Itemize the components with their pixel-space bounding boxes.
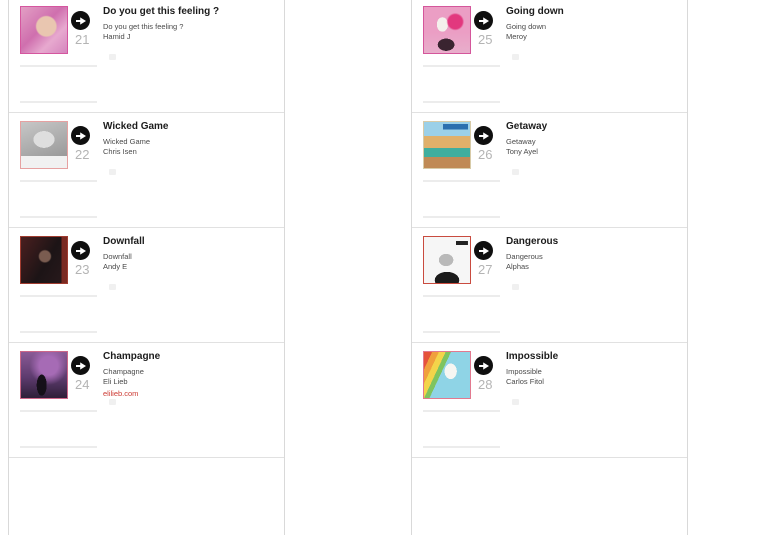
- album-art[interactable]: [423, 121, 471, 169]
- track-meta: [506, 6, 678, 41]
- play-button[interactable]: [474, 241, 493, 260]
- rank-number: 28: [478, 377, 493, 392]
- track-title[interactable]: Dangerous: [506, 236, 559, 247]
- placeholder-line: [20, 410, 97, 412]
- track-subtitle: Do you get this feeling ?: [103, 22, 184, 31]
- track-title[interactable]: Getaway: [506, 121, 548, 132]
- track-title[interactable]: Impossible: [506, 351, 559, 362]
- play-arrow-icon: [76, 246, 86, 256]
- track-meta: [506, 351, 678, 386]
- chart-column-left: [8, 0, 285, 535]
- track-title[interactable]: Downfall: [103, 236, 145, 247]
- placeholder-line: [423, 446, 500, 448]
- play-button[interactable]: [474, 356, 493, 375]
- placeholder-line: [20, 295, 97, 297]
- placeholder-line: [423, 65, 500, 67]
- rank-number: 24: [75, 377, 90, 392]
- play-arrow-icon: [479, 361, 489, 371]
- placeholder-line: [20, 180, 97, 182]
- placeholder-line: [20, 331, 97, 333]
- album-art[interactable]: [20, 351, 68, 399]
- play-arrow-icon: [479, 131, 489, 141]
- chart-entry: [412, 228, 687, 343]
- artist-name: Hamid J: [103, 31, 131, 41]
- track-meta: [103, 351, 275, 399]
- artist-name: Meroy: [506, 31, 527, 41]
- play-button[interactable]: [71, 126, 90, 145]
- track-meta: [103, 236, 275, 271]
- rank-number: 26: [478, 147, 493, 162]
- artist-name: Eli Lieb: [103, 376, 128, 386]
- track-title[interactable]: Going down: [506, 6, 564, 17]
- placeholder-mark: [512, 284, 519, 290]
- placeholder-line: [423, 410, 500, 412]
- placeholder-line: [423, 101, 500, 103]
- chart-column-right: [411, 0, 688, 535]
- track-subtitle: Dangerous: [506, 252, 543, 261]
- track-subtitle: Champagne: [103, 367, 144, 376]
- chart-entry: [9, 343, 284, 458]
- placeholder-line: [20, 101, 97, 103]
- play-button[interactable]: [474, 11, 493, 30]
- placeholder-mark: [512, 169, 519, 175]
- album-art[interactable]: [20, 121, 68, 169]
- rank-number: 27: [478, 262, 493, 277]
- placeholder-line: [20, 65, 97, 67]
- track-subtitle: Impossible: [506, 367, 542, 376]
- placeholder-mark: [109, 399, 116, 405]
- chart-entry: [9, 113, 284, 228]
- rank-number: 21: [75, 32, 90, 47]
- track-subtitle: Downfall: [103, 252, 132, 261]
- track-subtitle: Wicked Game: [103, 137, 151, 146]
- album-art[interactable]: [20, 6, 68, 54]
- track-subtitle: Getaway: [506, 137, 536, 146]
- play-button[interactable]: [71, 241, 90, 260]
- track-meta: [103, 121, 275, 156]
- rank-number: 23: [75, 262, 90, 277]
- play-arrow-icon: [479, 16, 489, 26]
- placeholder-line: [20, 216, 97, 218]
- artist-name: Alphas: [506, 261, 529, 271]
- artist-website-link[interactable]: elilieb.com: [103, 389, 139, 398]
- rank-number: 25: [478, 32, 493, 47]
- track-subtitle: Going down: [506, 22, 547, 31]
- play-button[interactable]: [71, 356, 90, 375]
- track-meta: [103, 6, 275, 41]
- track-meta: [506, 236, 678, 271]
- placeholder-mark: [109, 284, 116, 290]
- artist-name: Andy E: [103, 261, 128, 271]
- play-button[interactable]: [71, 11, 90, 30]
- placeholder-mark: [512, 399, 519, 405]
- rank-number: 22: [75, 147, 90, 162]
- placeholder-line: [423, 216, 500, 218]
- chart-entry: [412, 0, 687, 113]
- chart-entry: [412, 343, 687, 458]
- play-arrow-icon: [76, 361, 86, 371]
- chart-entry: [9, 228, 284, 343]
- placeholder-line: [423, 331, 500, 333]
- play-arrow-icon: [479, 246, 489, 256]
- album-art[interactable]: [20, 236, 68, 284]
- placeholder-line: [20, 446, 97, 448]
- artist-name: Tony Ayel: [506, 146, 538, 156]
- chart-entry: [412, 113, 687, 228]
- track-title[interactable]: Wicked Game: [103, 121, 169, 132]
- track-title[interactable]: Champagne: [103, 351, 161, 362]
- chart-entry: [9, 0, 284, 113]
- album-art[interactable]: [423, 236, 471, 284]
- placeholder-mark: [512, 54, 519, 60]
- artist-name: Chris Isen: [103, 146, 137, 156]
- placeholder-line: [423, 180, 500, 182]
- track-title[interactable]: Do you get this feeling ?: [103, 6, 220, 17]
- play-arrow-icon: [76, 131, 86, 141]
- placeholder-mark: [109, 54, 116, 60]
- placeholder-line: [423, 295, 500, 297]
- album-art[interactable]: [423, 6, 471, 54]
- album-art[interactable]: [423, 351, 471, 399]
- placeholder-mark: [109, 169, 116, 175]
- artist-name: Carlos Fitol: [506, 376, 544, 386]
- play-button[interactable]: [474, 126, 493, 145]
- track-meta: [506, 121, 678, 156]
- play-arrow-icon: [76, 16, 86, 26]
